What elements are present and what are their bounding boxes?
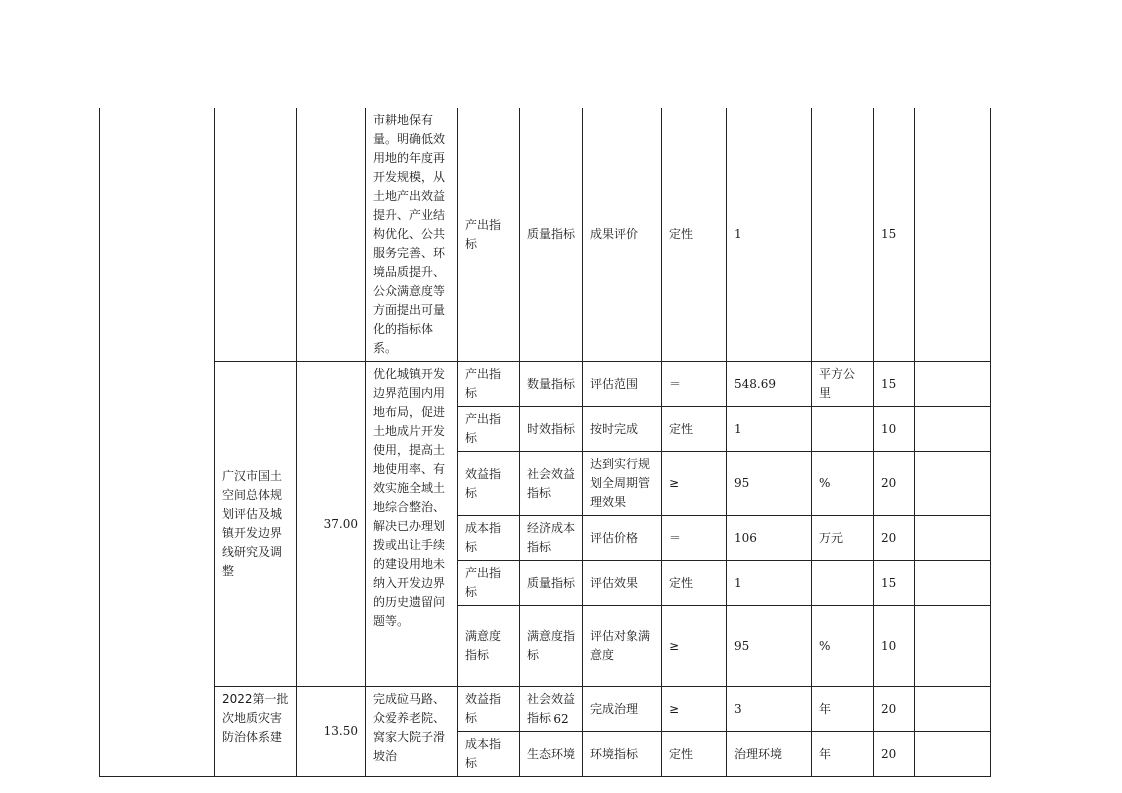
- level1-cell: 产出指标: [458, 561, 520, 606]
- content-cell: 优化城镇开发边界范围内用地布局，促进土地成片开发使用，提高土地使用率、有效实施全域土地综合整治、解决已办理划拨或出让手续的建设用地未纳入开发边界的历史遗留问题等。: [366, 362, 458, 687]
- score-cell: 20: [874, 516, 915, 561]
- amount-cell: [297, 108, 366, 362]
- level1-cell: 满意度指标: [458, 606, 520, 687]
- symbol-cell: 定性: [662, 561, 727, 606]
- remark-cell: [915, 516, 991, 561]
- symbol-cell: 定性: [662, 732, 727, 777]
- value-cell: 548.69: [727, 362, 812, 407]
- level2-cell: 生态环境: [520, 732, 583, 777]
- indicator-cell: 成果评价: [583, 108, 662, 362]
- level2-cell: 时效指标: [520, 407, 583, 452]
- indicator-cell: 达到实行规划全周期管理效果: [583, 452, 662, 516]
- unit-cell: %: [812, 452, 874, 516]
- indicator-cell: 环境指标: [583, 732, 662, 777]
- score-cell: 15: [874, 108, 915, 362]
- indicator-cell: 评估效果: [583, 561, 662, 606]
- level1-cell: 效益指标: [458, 687, 520, 732]
- amount-cell: 13.50: [297, 687, 366, 777]
- level2-cell: 社会效益指标: [520, 687, 583, 732]
- remark-cell: [915, 561, 991, 606]
- category-cell: [100, 108, 215, 777]
- unit-cell: 平方公里: [812, 362, 874, 407]
- indicator-cell: 按时完成: [583, 407, 662, 452]
- content-cell: 市耕地保有量。明确低效用地的年度再开发规模，从土地产出效益提升、产业结构优化、公共服务完善、环境品质提升、公众满意度等方面提出可量化的指标体系。: [366, 108, 458, 362]
- symbol-cell: ≥: [662, 687, 727, 732]
- remark-cell: [915, 362, 991, 407]
- symbol-cell: 定性: [662, 108, 727, 362]
- level2-cell: 社会效益指标: [520, 452, 583, 516]
- unit-cell: 年: [812, 732, 874, 777]
- score-cell: 15: [874, 561, 915, 606]
- unit-cell: [812, 108, 874, 362]
- table-row: [100, 362, 991, 407]
- score-cell: 20: [874, 452, 915, 516]
- project-name-cell: [215, 108, 297, 362]
- symbol-cell: 定性: [662, 407, 727, 452]
- symbol-cell: ＝: [662, 516, 727, 561]
- level2-cell: 经济成本指标: [520, 516, 583, 561]
- unit-cell: 年: [812, 687, 874, 732]
- unit-cell: [812, 407, 874, 452]
- value-cell: 106: [727, 516, 812, 561]
- level1-cell: 成本指标: [458, 516, 520, 561]
- symbol-cell: ≥: [662, 606, 727, 687]
- indicator-cell: 评估范围: [583, 362, 662, 407]
- value-cell: 1: [727, 561, 812, 606]
- unit-cell: 万元: [812, 516, 874, 561]
- level2-cell: 质量指标: [520, 108, 583, 362]
- value-cell: 3: [727, 687, 812, 732]
- level2-cell: 质量指标: [520, 561, 583, 606]
- indicator-cell: 完成治理: [583, 687, 662, 732]
- level1-cell: 效益指标: [458, 452, 520, 516]
- level1-cell: 产出指标: [458, 362, 520, 407]
- unit-cell: %: [812, 606, 874, 687]
- remark-cell: [915, 407, 991, 452]
- indicator-cell: 评估价格: [583, 516, 662, 561]
- page-number: 62: [553, 712, 569, 726]
- remark-cell: [915, 108, 991, 362]
- project-name-cell: 2022第一批次地质灾害防治体系建: [215, 687, 297, 777]
- score-cell: 20: [874, 732, 915, 777]
- value-cell: 95: [727, 452, 812, 516]
- score-cell: 10: [874, 407, 915, 452]
- score-cell: 20: [874, 687, 915, 732]
- symbol-cell: ＝: [662, 362, 727, 407]
- table-row: [100, 108, 991, 362]
- unit-cell: [812, 561, 874, 606]
- content-cell: 完成砬马路、众爱养老院、窝家大院子滑坡治: [366, 687, 458, 777]
- performance-indicator-table: [99, 108, 991, 777]
- value-cell: 95: [727, 606, 812, 687]
- value-cell: 1: [727, 108, 812, 362]
- value-cell: 治理环境: [727, 732, 812, 777]
- value-cell: 1: [727, 407, 812, 452]
- level2-cell: 数量指标: [520, 362, 583, 407]
- remark-cell: [915, 452, 991, 516]
- amount-cell: 37.00: [297, 362, 366, 687]
- score-cell: 10: [874, 606, 915, 687]
- remark-cell: [915, 606, 991, 687]
- score-cell: 15: [874, 362, 915, 407]
- level1-cell: 产出指标: [458, 108, 520, 362]
- project-name-cell: 广汉市国土空间总体规划评估及城镇开发边界线研究及调整: [215, 362, 297, 687]
- indicator-cell: 评估对象满意度: [583, 606, 662, 687]
- level2-cell: 满意度指标: [520, 606, 583, 687]
- symbol-cell: ≥: [662, 452, 727, 516]
- level1-cell: 成本指标: [458, 732, 520, 777]
- remark-cell: [915, 732, 991, 777]
- level1-cell: 产出指标: [458, 407, 520, 452]
